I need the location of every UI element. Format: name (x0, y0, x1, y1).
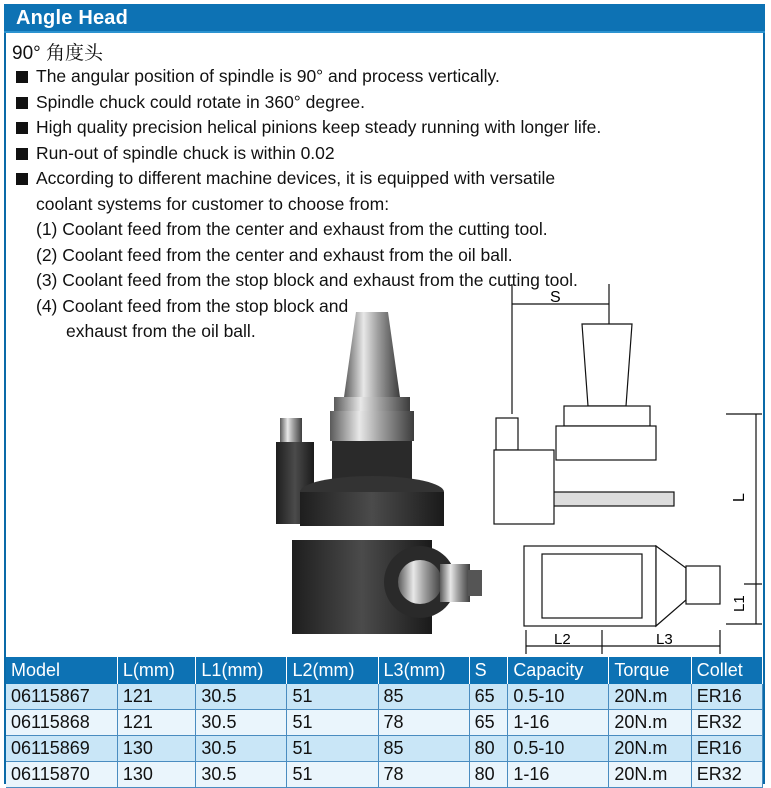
angle-head-photo (272, 312, 487, 652)
cell-l: 130 (117, 762, 196, 788)
bullet-square-icon (16, 122, 28, 134)
col-header-capacity: Capacity (508, 657, 609, 684)
subtitle: 90° 角度头 (12, 43, 104, 64)
cell-l1: 30.5 (196, 762, 287, 788)
page-title: Angle Head (16, 7, 129, 29)
cell-l: 121 (117, 684, 196, 710)
dim-label-s: S (550, 289, 561, 306)
coolant-option: (1) Coolant feed from the center and exhaust from the cutting tool. (36, 219, 548, 239)
col-header-model: Model (6, 657, 117, 684)
col-header-l2: L2(mm) (287, 657, 378, 684)
feature-text: Run-out of spindle chuck is within 0.02 (36, 142, 335, 163)
cell-collet: ER16 (691, 736, 762, 762)
cell-collet: ER32 (691, 762, 762, 788)
cell-l1: 30.5 (196, 736, 287, 762)
cell-s: 65 (469, 710, 508, 736)
feature-item (14, 115, 754, 141)
cell-l3: 78 (378, 762, 469, 788)
cell-l3: 85 (378, 684, 469, 710)
cell-l2: 51 (287, 736, 378, 762)
feature-text: coolant systems for customer to choose from: (36, 193, 390, 214)
cell-torque: 20N.m (609, 684, 691, 710)
feature-text: Spindle chuck could rotate in 360° degree. (36, 91, 366, 112)
dim-label-l3: L3 (656, 631, 673, 648)
table-row (6, 762, 763, 788)
col-header-l: L(mm) (117, 657, 196, 684)
cell-capacity: 1-16 (508, 762, 609, 788)
cell-collet: ER32 (691, 710, 762, 736)
feature-text: According to different machine devices, it is equipped with versatile (36, 168, 556, 188)
dim-label-l2: L2 (554, 631, 571, 648)
header-bar (4, 4, 765, 33)
bullet-square-icon (16, 71, 28, 83)
cell-torque: 20N.m (609, 762, 691, 788)
cell-l1: 30.5 (196, 710, 287, 736)
cell-l1: 30.5 (196, 684, 287, 710)
cell-l2: 51 (287, 762, 378, 788)
coolant-option: (2) Coolant feed from the center and exhaust from the oil ball. (36, 244, 513, 265)
cell-l: 121 (117, 710, 196, 736)
feature-text: The angular position of spindle is 90° and process vertically. (36, 66, 500, 86)
feature-item (14, 64, 754, 90)
col-header-collet: Collet (691, 657, 762, 684)
cell-torque: 20N.m (609, 710, 691, 736)
bullet-square-icon (16, 97, 28, 109)
cell-l2: 51 (287, 684, 378, 710)
cell-model: 06115867 (6, 684, 117, 710)
feature-item (14, 141, 754, 167)
cell-torque: 20N.m (609, 736, 691, 762)
cell-model: 06115868 (6, 710, 117, 736)
dim-label-l: L (731, 493, 748, 502)
spec-table (6, 657, 763, 788)
bullet-square-icon (16, 173, 28, 185)
coolant-option: (4) Coolant feed from the stop block and (36, 295, 349, 316)
dimension-drawing (486, 284, 766, 654)
cell-collet: ER16 (691, 684, 762, 710)
cell-l: 130 (117, 736, 196, 762)
feature-text: High quality precision helical pinions keep steady running with longer life. (36, 117, 602, 137)
col-header-l1: L1(mm) (196, 657, 287, 684)
cell-l3: 85 (378, 736, 469, 762)
table-header-row (6, 657, 763, 684)
coolant-option: (3) Coolant feed from the stop block and exhaust from the cutting tool. (36, 270, 578, 290)
table-row (6, 736, 763, 762)
table-row (6, 710, 763, 736)
bullet-square-icon (16, 148, 28, 160)
cell-capacity: 0.5-10 (508, 684, 609, 710)
col-header-l3: L3(mm) (378, 657, 469, 684)
col-header-s: S (469, 657, 508, 684)
cell-capacity: 1-16 (508, 710, 609, 736)
cell-s: 80 (469, 762, 508, 788)
cell-l2: 51 (287, 710, 378, 736)
feature-item (14, 90, 754, 116)
dim-label-l1: L1 (731, 595, 748, 612)
col-header-torque: Torque (609, 657, 691, 684)
cell-model: 06115870 (6, 762, 117, 788)
coolant-option-continuation: exhaust from the oil ball. (66, 321, 256, 341)
feature-item (14, 166, 754, 192)
cell-s: 65 (469, 684, 508, 710)
cell-model: 06115869 (6, 736, 117, 762)
cell-l3: 78 (378, 710, 469, 736)
cell-capacity: 0.5-10 (508, 736, 609, 762)
cell-s: 80 (469, 736, 508, 762)
feature-text-continuation (14, 192, 754, 218)
table-row (6, 684, 763, 710)
